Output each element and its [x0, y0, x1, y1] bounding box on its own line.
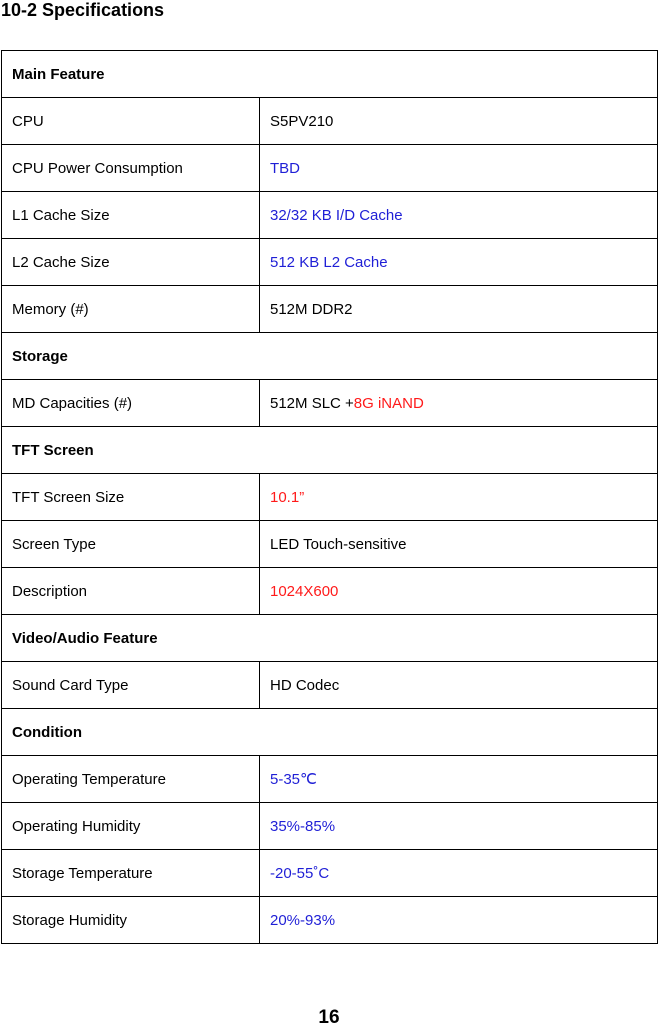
- spec-label: Screen Type: [2, 521, 260, 568]
- spec-value: 20%-93%: [260, 897, 658, 944]
- spec-value: 32/32 KB I/D Cache: [260, 192, 658, 239]
- spec-value: 1024X600: [260, 568, 658, 615]
- table-row: [2, 850, 658, 897]
- spec-value: 10.1”: [260, 474, 658, 521]
- section-title: Main Feature: [2, 51, 658, 98]
- table-row: [2, 803, 658, 850]
- spec-value: S5PV210: [260, 98, 658, 145]
- specifications-table: [1, 50, 658, 944]
- spec-label: CPU Power Consumption: [2, 145, 260, 192]
- spec-label: L1 Cache Size: [2, 192, 260, 239]
- table-row: [2, 145, 658, 192]
- spec-value: 35%-85%: [260, 803, 658, 850]
- spec-label: Operating Temperature: [2, 756, 260, 803]
- spec-value: -20-55˚C: [260, 850, 658, 897]
- spec-value: LED Touch-sensitive: [260, 521, 658, 568]
- section-header-condition: [2, 709, 658, 756]
- table-row: [2, 568, 658, 615]
- table-row: [2, 98, 658, 145]
- table-row: [2, 897, 658, 944]
- spec-value-part: 512M SLC +: [270, 394, 354, 412]
- section-header-tft-screen: [2, 427, 658, 474]
- table-row: [2, 239, 658, 286]
- spec-label: Operating Humidity: [2, 803, 260, 850]
- spec-label: MD Capacities (#): [2, 380, 260, 427]
- section-title: Storage: [2, 333, 658, 380]
- section-title: TFT Screen: [2, 427, 658, 474]
- spec-value: HD Codec: [260, 662, 658, 709]
- spec-value: 512 KB L2 Cache: [260, 239, 658, 286]
- spec-value-part: 8G iNAND: [353, 394, 424, 412]
- section-title: Video/Audio Feature: [2, 615, 658, 662]
- spec-label: Storage Humidity: [2, 897, 260, 944]
- spec-value: 512M DDR2: [260, 286, 658, 333]
- spec-label: Storage Temperature: [2, 850, 260, 897]
- spec-value: 5-35℃: [260, 756, 658, 803]
- page-number: 16: [318, 1007, 340, 1028]
- spec-value: [260, 380, 658, 427]
- spec-label: TFT Screen Size: [2, 474, 260, 521]
- spec-label: CPU: [2, 98, 260, 145]
- section-header-video-audio: [2, 615, 658, 662]
- spec-label: Description: [2, 568, 260, 615]
- table-row: [2, 380, 658, 427]
- page-title: 10-2 Specifications: [1, 0, 165, 20]
- table-row: [2, 474, 658, 521]
- table-row: [2, 192, 658, 239]
- section-title: Condition: [2, 709, 658, 756]
- table-row: [2, 756, 658, 803]
- spec-label: Sound Card Type: [2, 662, 260, 709]
- table-row: [2, 662, 658, 709]
- section-header-storage: [2, 333, 658, 380]
- table-row: [2, 286, 658, 333]
- spec-label: Memory (#): [2, 286, 260, 333]
- spec-label: L2 Cache Size: [2, 239, 260, 286]
- spec-value: TBD: [260, 145, 658, 192]
- table-row: [2, 521, 658, 568]
- section-header-main-feature: [2, 51, 658, 98]
